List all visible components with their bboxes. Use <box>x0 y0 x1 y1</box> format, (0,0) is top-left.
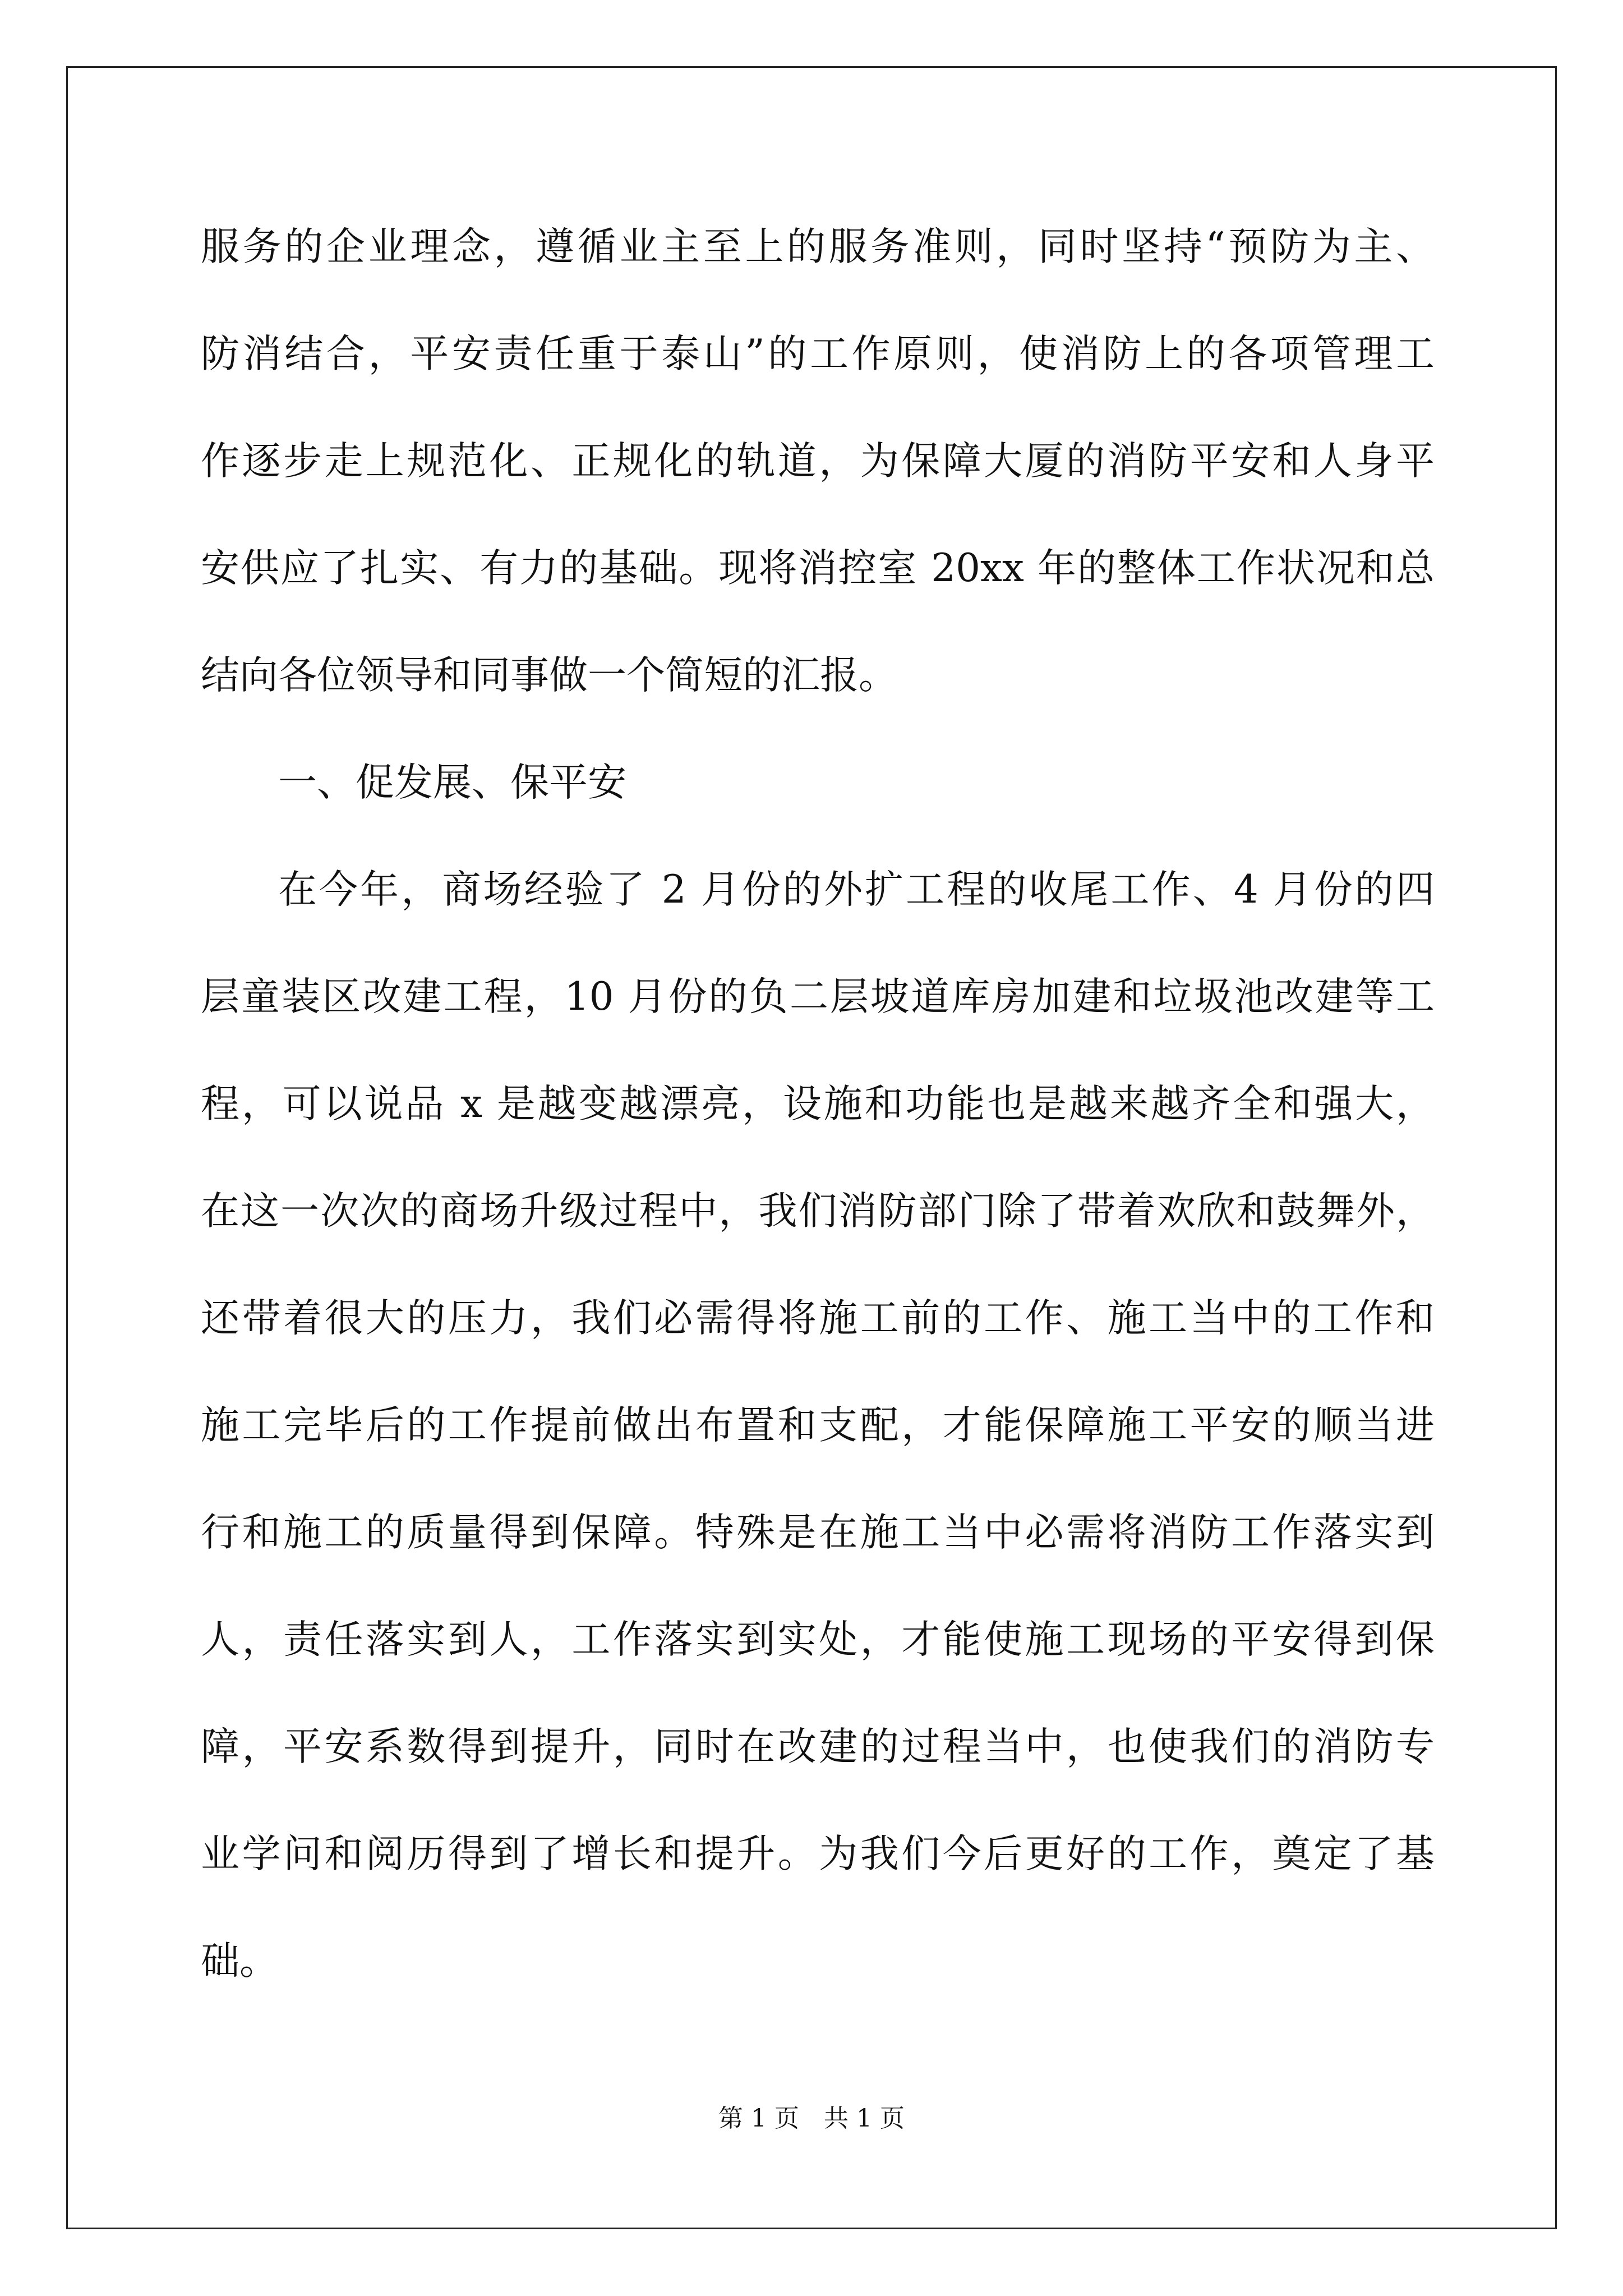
text-line: 作逐步走上规范化、正规化的轨道，为保障大厦的消防平安和人身平 <box>201 439 1435 484</box>
text-line: 安供应了扎实、有力的基础。现将消控室 20xx 年的整体工作状况和总 <box>201 546 1435 591</box>
text-line: 结向各位领导和同事做一个简短的汇报。 <box>201 653 897 698</box>
text-line: 人，责任落实到人，工作落实到实处，才能使施工现场的平安得到保 <box>201 1617 1435 1662</box>
text-line: 程，可以说品 x 是越变越漂亮，设施和功能也是越来越齐全和强大， <box>201 1082 1435 1126</box>
text-line: 层童装区改建工程，10 月份的负二层坡道库房加建和垃圾池改建等工 <box>201 974 1435 1019</box>
text-line: 还带着很大的压力，我们必需得将施工前的工作、施工当中的工作和 <box>201 1296 1435 1341</box>
text-line: 服务的企业理念，遵循业主至上的服务准则，同时坚持“预防为主、 <box>201 224 1435 269</box>
document-body <box>201 194 1435 2015</box>
page-footer: 第 1 页 共 1 页 <box>718 2104 905 2133</box>
text-line: 础。 <box>201 1939 278 1984</box>
text-line: 防消结合，平安责任重于泰山”的工作原则，使消防上的各项管理工 <box>201 332 1435 376</box>
text-line: 施工完毕后的工作提前做出布置和支配，才能保障施工平安的顺当进 <box>201 1403 1435 1448</box>
text-line: 在今年，商场经验了 2 月份的外扩工程的收尾工作、4 月份的四 <box>278 867 1435 912</box>
text-line: 障，平安系数得到提升，同时在改建的过程当中，也使我们的消防专 <box>201 1724 1435 1769</box>
text-line: 业学问和阅历得到了增长和提升。为我们今后更好的工作，奠定了基 <box>201 1832 1435 1876</box>
text-line: 在这一次次的商场升级过程中，我们消防部门除了带着欢欣和鼓舞外， <box>201 1189 1435 1234</box>
text-line: 行和施工的质量得到保障。特殊是在施工当中必需将消防工作落实到 <box>201 1510 1435 1555</box>
section-heading: 一、促发展、保平安 <box>278 760 626 805</box>
